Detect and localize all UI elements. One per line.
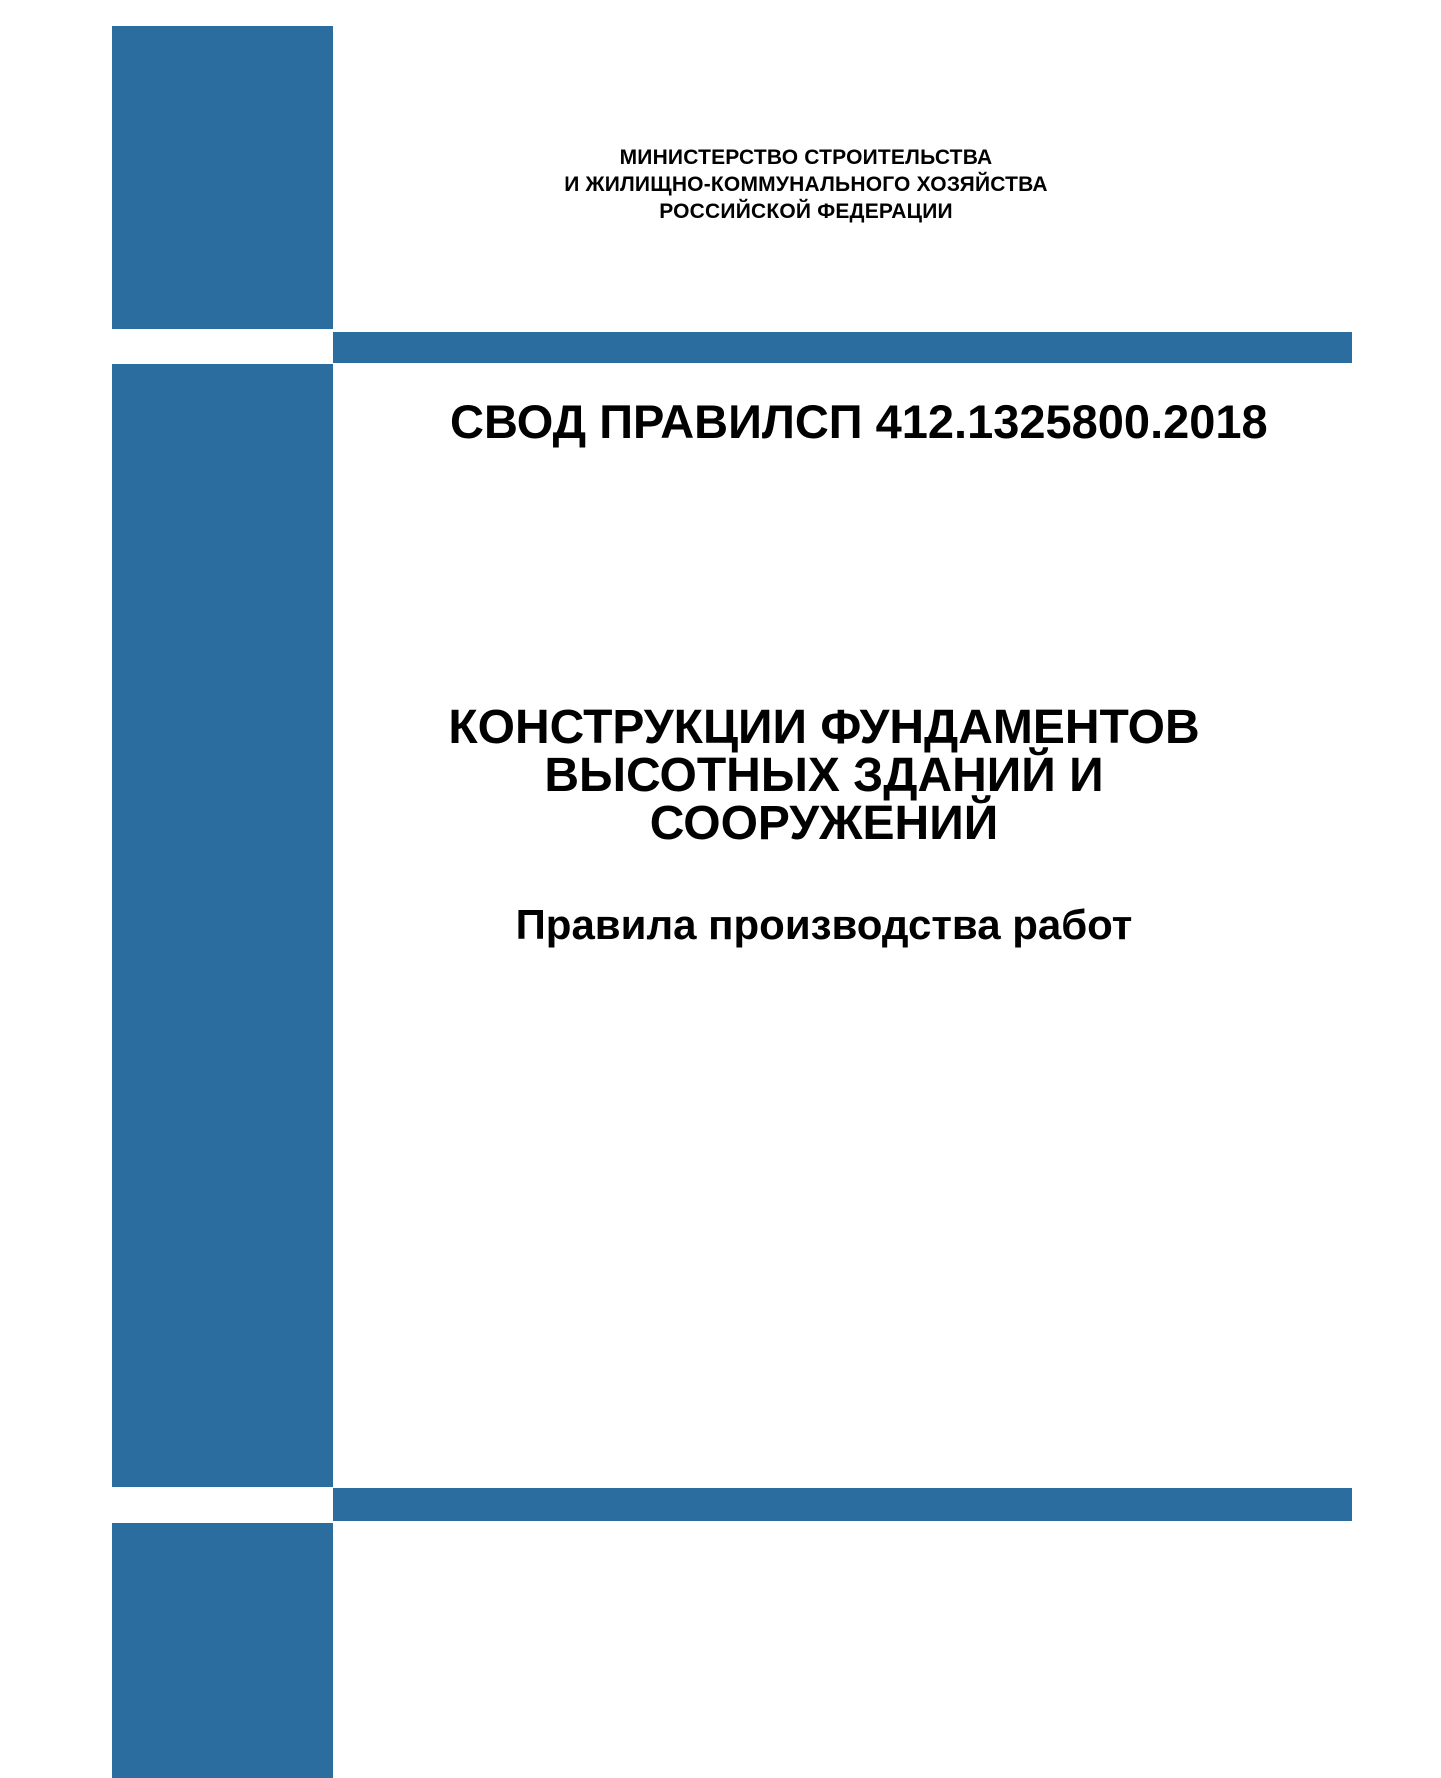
ministry-line-2: И ЖИЛИЩНО-КОММУНАЛЬНОГО ХОЗЯЙСТВА xyxy=(564,173,1048,196)
ministry-line-1: МИНИСТЕРСТВО СТРОИТЕЛЬСТВА xyxy=(619,146,993,169)
ministry-name xyxy=(333,144,1279,225)
document-code-row xyxy=(450,395,1268,448)
bottom-divider-bar xyxy=(333,1488,1352,1521)
document-kind-label: СВОД ПРАВИЛ xyxy=(450,395,795,448)
ministry-line-3: РОССИЙСКОЙ ФЕДЕРАЦИИ xyxy=(659,200,953,223)
title-line-3: СООРУЖЕНИЙ xyxy=(649,797,999,850)
document-subtitle: Правила производства работ xyxy=(515,901,1133,948)
title-line-2: ВЫСОТНЫХ ЗДАНИЙ И xyxy=(544,749,1104,802)
document-title xyxy=(296,701,1352,850)
document-code: СП 412.1325800.2018 xyxy=(794,395,1268,448)
left-column-top-block xyxy=(112,26,333,329)
title-line-1: КОНСТРУКЦИИ ФУНДАМЕНТОВ xyxy=(448,701,1200,754)
top-divider-bar xyxy=(333,332,1352,363)
left-column-bottom-block xyxy=(112,1523,333,1778)
